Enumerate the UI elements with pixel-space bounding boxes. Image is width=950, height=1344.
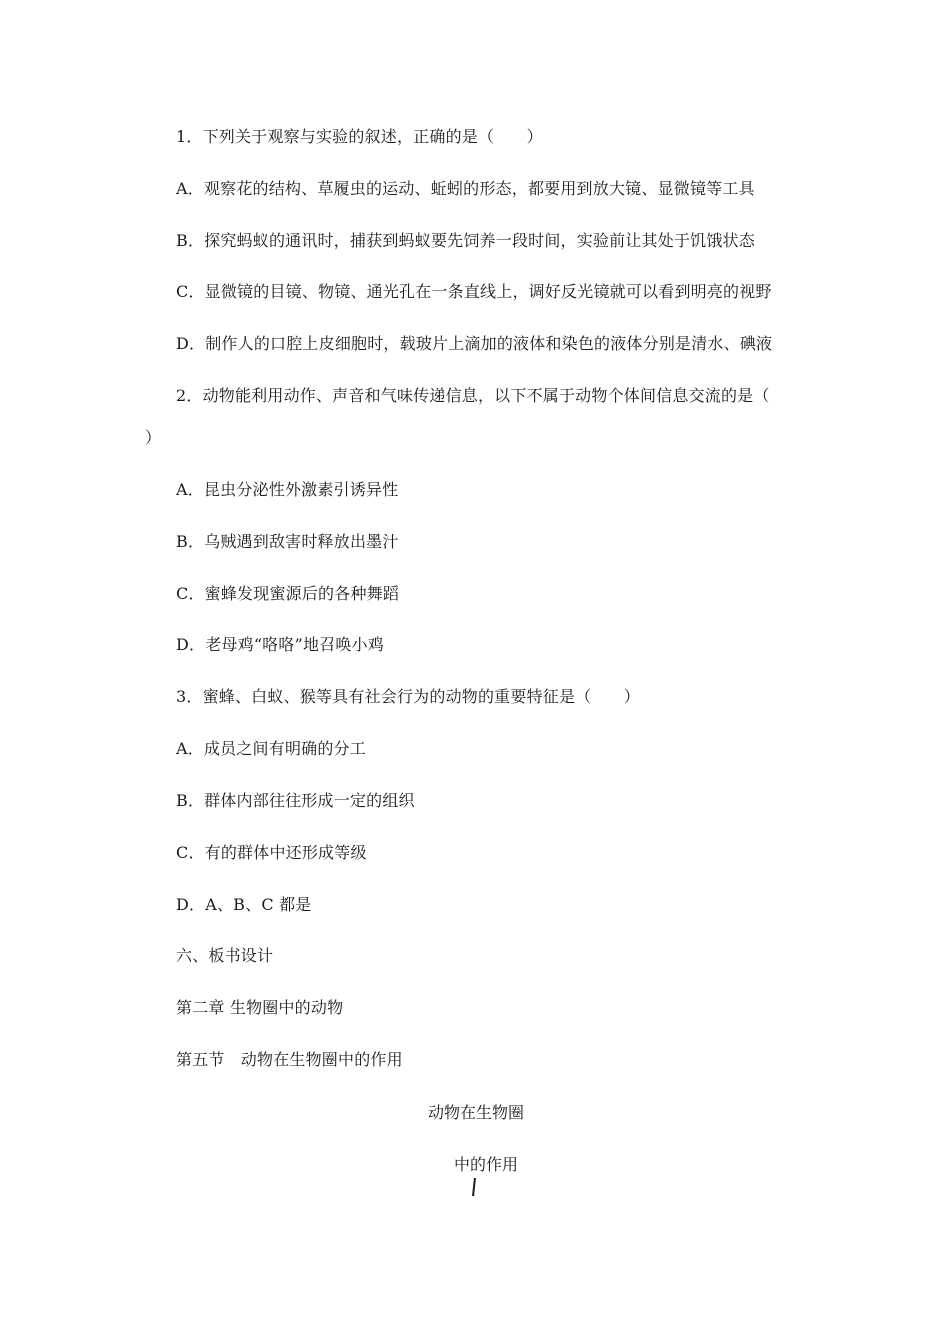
question-2-stem: 2．动物能利用动作、声音和气味传递信息，以下不属于动物个体间信息交流的是（ — [176, 386, 770, 405]
question-2-option-a: A．昆虫分泌性外激素引诱异性 — [176, 480, 399, 499]
diagram-connector-line — [472, 1178, 476, 1196]
chapter-title: 第二章 生物圈中的动物 — [176, 998, 344, 1017]
question-2-option-b: B．乌贼遇到敌害时释放出墨汁 — [176, 532, 399, 551]
question-1-option-b: B．探究蚂蚁的通讯时，捕获到蚂蚁要先饲养一段时间，实验前让其处于饥饿状态 — [176, 231, 755, 250]
board-design-heading: 六、板书设计 — [176, 946, 274, 965]
question-3-option-d: D．A、B、C 都是 — [176, 895, 312, 914]
question-2-option-d: D．老母鸡“咯咯”地召唤小鸡 — [176, 635, 384, 654]
question-1-option-d: D．制作人的口腔上皮细胞时，载玻片上滴加的液体和染色的液体分别是清水、碘液 — [176, 334, 773, 353]
question-1-stem: 1．下列关于观察与实验的叙述，正确的是（ ） — [176, 127, 543, 146]
question-2-option-c: C．蜜蜂发现蜜源后的各种舞蹈 — [176, 584, 400, 603]
question-1-option-a: A．观察花的结构、草履虫的运动、蚯蚓的形态，都要用到放大镜、显微镜等工具 — [176, 179, 755, 198]
question-3-option-a: A．成员之间有明确的分工 — [176, 739, 366, 758]
question-1-option-c: C．显微镜的目镜、物镜、通光孔在一条直线上，调好反光镜就可以看到明亮的视野 — [176, 282, 772, 301]
question-3-option-c: C．有的群体中还形成等级 — [176, 843, 367, 862]
question-3-stem: 3．蜜蜂、白蚁、猴等具有社会行为的动物的重要特征是（ ） — [176, 687, 640, 706]
diagram-root-line-1: 动物在生物圈 — [428, 1103, 525, 1122]
question-2-stem-continuation: ） — [145, 428, 162, 447]
diagram-root-line-2: 中的作用 — [454, 1155, 519, 1174]
question-3-option-b: B．群体内部往往形成一定的组织 — [176, 791, 415, 810]
section-title: 第五节 动物在生物圈中的作用 — [176, 1050, 403, 1069]
